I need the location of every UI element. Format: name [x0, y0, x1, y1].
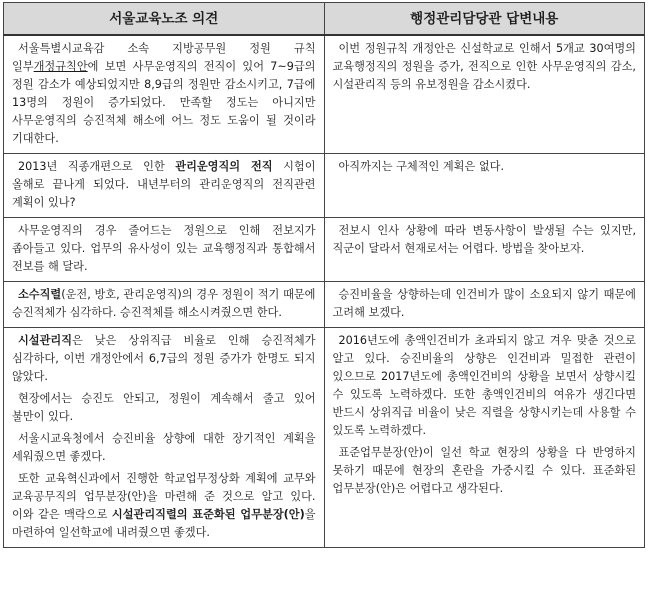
text-segment: 시험이 올해로 끝나게 되었다. 내년부터의 관리운영직의 전직관련 계획이 있나? — [12, 160, 316, 209]
text-segment: 전보시 인사 상황에 따라 변동사항이 발생될 수는 있지만, 직군이 달라서 현재로서는 어렵다. 방법을 찾아보자. — [332, 224, 636, 255]
paragraph — [12, 158, 316, 212]
header-union-opinion: 서울교육노조 의견 — [4, 3, 325, 36]
text-segment: 은 낮은 상위직급 비율로 인해 승진적체가 심각하다, 이번 개정안에서 6,7급의 정원 증가가 한명도 되지 않았다. — [12, 334, 316, 383]
text-segment: 현장에서는 승진도 안되고, 정원이 계속해서 줄고 있어 불만이 있다. — [12, 392, 316, 423]
admin-response-cell — [324, 218, 645, 282]
admin-response-cell — [324, 328, 645, 548]
header-row — [4, 3, 645, 36]
emphasized-text: 시설관리직 — [18, 334, 73, 347]
union-opinion-cell — [4, 35, 325, 154]
paragraph — [333, 40, 637, 94]
text-segment: 서울시교육청에서 승진비율 상향에 대한 장기적인 계획을 세워줬으면 좋겠다. — [12, 432, 316, 463]
text-segment: 사무운영직의 경우 줄어드는 정원으로 인해 전보지가 좁아들고 있다. 업무의 유사성이 있는 교육행정직과 통합해서 전보를 해 달라. — [12, 224, 316, 273]
text-segment: 2016년도에 총액인건비가 초과되지 않고 겨우 맞춘 것으로 알고 있다. 승진비율의 상향은 인건비과 밀접한 관련이 있으므로 2017년도에 총액인건비의 상황을 보면서 상향시킬 수 있도록 노력하겠다. 또한 총액인건비의 여유가 생긴다면 반드시 상위직급 비율이 낮은 직렬을 상향시키는데 사용할 수 있도록 노력하겠다. — [332, 334, 636, 437]
emphasized-text: 시설관리직렬의 표준화된 업무분장(안) — [111, 508, 305, 521]
table-row — [4, 35, 645, 154]
paragraph — [12, 222, 316, 276]
admin-response-cell — [324, 154, 645, 218]
union-opinion-cell — [4, 328, 325, 548]
text-segment: (운전, 방호, 관리운영직)의 경우 정원이 적기 때문에 승진적체가 심각하다. 승진적체를 해소시켜줬으면 한다. — [12, 288, 316, 319]
emphasized-text: 관리운영직의 전직 — [175, 160, 273, 173]
paragraph — [12, 390, 316, 426]
union-opinion-cell — [4, 154, 325, 218]
paragraph — [333, 222, 637, 258]
underlined-text: 개정규칙안 — [33, 60, 88, 73]
header-admin-response: 행정관리담당관 답변내용 — [324, 3, 645, 36]
opinion-response-table — [3, 2, 645, 548]
admin-response-cell — [324, 35, 645, 154]
text-segment: 이번 정원규칙 개정안은 신설학교로 인해서 5개교 30여명의 교육행정직의 정원을 증가, 전직으로 인한 사무운영직의 감소, 시설관리직 등의 유보정원을 감소시켰다. — [332, 42, 636, 91]
paragraph — [333, 444, 637, 498]
emphasized-text: 소수직렬 — [18, 288, 62, 301]
union-opinion-cell — [4, 282, 325, 328]
paragraph — [12, 430, 316, 466]
table-body — [4, 35, 645, 548]
text-segment: 아직까지는 구체적인 계획은 없다. — [338, 160, 505, 173]
text-segment: 또한 교육혁신과에서 진행한 학교업무정상화 계획에 교무와 교육공무직의 업무분장(안)을 마련해 준 것으로 알고 있다. 이와 같은 맥락으로 — [12, 472, 316, 521]
union-opinion-cell — [4, 218, 325, 282]
paragraph — [12, 286, 316, 322]
paragraph — [12, 470, 316, 542]
text-segment: 을 마련하여 일선학교에 내려줬으면 좋겠다. — [12, 508, 316, 539]
table-row — [4, 154, 645, 218]
paragraph — [333, 332, 637, 440]
text-segment: 표준업무분장(안)이 일선 학교 현장의 상황을 다 반영하지 못하기 때문에 현장의 혼란을 가중시킬 수 있다. 표준화된 업무분장(안)은 어렵다고 생각된다. — [332, 446, 636, 495]
table-row — [4, 282, 645, 328]
text-segment: 승진비율을 상향하는데 인건비가 많이 소요되지 않기 때문에 고려해 보겠다. — [332, 288, 636, 319]
text-segment: 2013년 직종개편으로 인한 — [18, 160, 176, 173]
paragraph — [333, 158, 637, 176]
paragraph — [12, 332, 316, 386]
table-row — [4, 218, 645, 282]
paragraph — [333, 286, 637, 322]
text-segment: 서울특별시교육감 소속 지방공무원 정원 규칙 일부 — [12, 42, 316, 73]
admin-response-cell — [324, 282, 645, 328]
paragraph — [12, 40, 316, 148]
table-row — [4, 328, 645, 548]
text-segment: 에 보면 사무운영직의 전직이 있어 7~9급의 정원 감소가 예상되었지만 8,9급의 정원만 감소시키고, 7급에 13명의 정원이 증가되었다. 만족할 정도는 아니지만 사무운영직의 승진적체 해소에 어느 정도 도움이 될 것이라 기대한다. — [12, 60, 316, 145]
